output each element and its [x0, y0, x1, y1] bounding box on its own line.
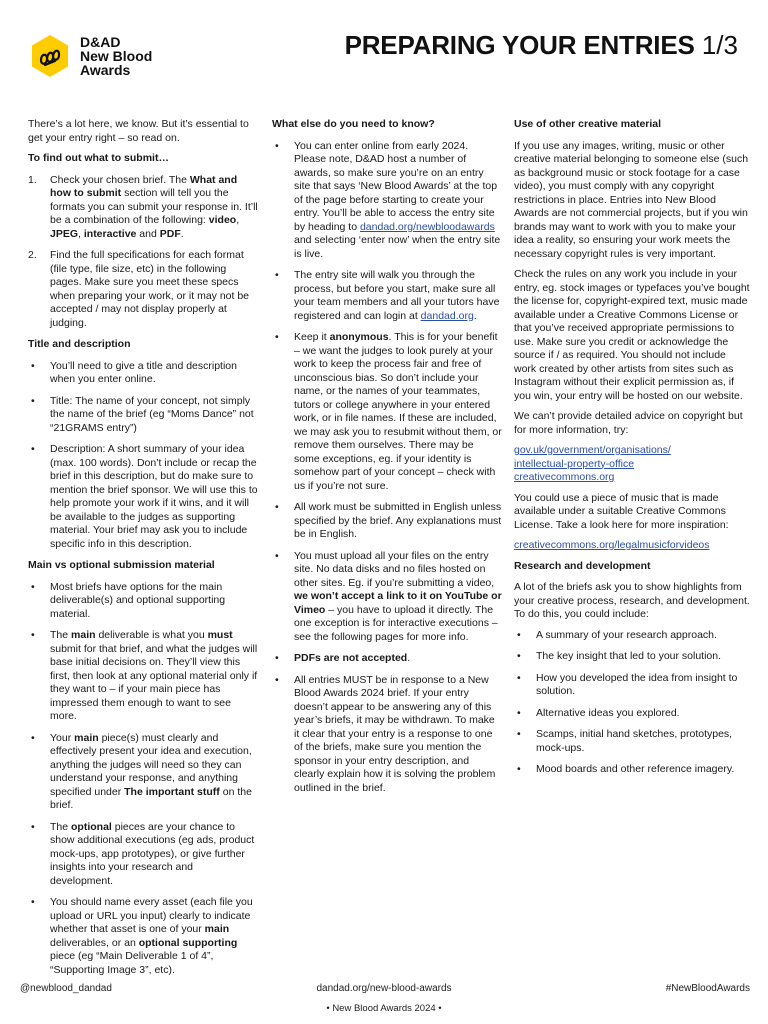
- bold-text: anonymous: [329, 331, 389, 343]
- list-item: [28, 732, 258, 813]
- list-item: [28, 249, 258, 330]
- paragraph: A lot of the briefs ask you to show highlights from your creative process, research, and development. To do this, you could include:: [514, 581, 750, 620]
- list-item: [28, 174, 258, 242]
- paragraph: We can’t provide detailed advice on copyright but for more information, try:: [514, 410, 743, 436]
- text: ,: [78, 227, 84, 240]
- title-description-list: [28, 360, 258, 552]
- list-item: • The key insight that led to your solution.: [514, 650, 750, 664]
- heading-what-else: What else do you need to know?: [272, 118, 435, 130]
- text: ,: [236, 214, 240, 226]
- heading-what-to-submit: To find out what to submit…: [28, 152, 169, 164]
- gov-uk-ipo-link[interactable]: gov.uk/government/organisations/: [514, 444, 671, 456]
- list-item: [272, 269, 502, 323]
- list-item: • Scamps, initial hand sketches, prototypes, mock-ups.: [514, 728, 750, 755]
- text: and: [136, 227, 160, 240]
- brand-line-2: New Blood: [80, 48, 153, 64]
- column-3: [514, 118, 750, 785]
- heading-title-description: Title and description: [28, 338, 131, 350]
- page-title: [345, 30, 738, 60]
- text: You can enter online from early 2024. Please note, D&AD host a number of awards, so make sure you’re on an entry site that says ‘New Blood Awards’ at the top of the page before starting to create your entry. You’ll be able to access the entry site by heading to: [294, 139, 498, 233]
- footer-social-handle: @newblood_dandad: [20, 983, 112, 994]
- text: – you have to upload it directly. The one exception is for interactive executions – see the following pages for more info.: [294, 603, 498, 643]
- legalmusicforvideos-link[interactable]: creativecommons.org/legalmusicforvideos: [514, 539, 710, 551]
- main-optional-list: [28, 581, 258, 978]
- column-2: [272, 118, 502, 803]
- bold-text: optional: [71, 820, 112, 833]
- list-item: • All entries MUST be in response to a New Blood Awards 2024 brief. If your entry doesn’t appear to be answering any of this year’s briefs, it may be withdrawn. To make it clear that your entry is a response to one of the briefs, make sure you mention the sponsor in your entry description, and clearly explain how it is solving the problem outlined in the brief.: [272, 674, 502, 796]
- text: section will tell you the formats you can submit your response in. It’ll be a combination of the following:: [50, 187, 258, 226]
- dandad-pencil-logo-icon: [28, 34, 72, 78]
- text: and selecting ‘enter now’ when the entry site is live.: [294, 234, 501, 260]
- text: Find the full specifications for each format (file type, file size, etc) in the following pages. Make sure you meet these specs when preparing your work, or it may not be accepted / may not display properly at judging.: [50, 249, 250, 329]
- text: deliverable is what you: [95, 629, 208, 641]
- text: piece(s) must clearly and effectively present your idea and execution, anything the judges will need so they can understand your response, and anything specified under: [50, 731, 252, 798]
- list-item: • Mood boards and other reference imagery.: [514, 763, 750, 777]
- bold-text: video: [208, 214, 237, 226]
- list-item: • You’ll need to give a title and description when you enter online.: [28, 360, 258, 387]
- list-number: 1.: [28, 173, 37, 186]
- bold-text: we won’t accept a link to it on YouTube or Vimeo: [294, 590, 502, 616]
- text: . This is for your benefit – we want the judges to look purely at your work to keep the process fair and free of unconscious bias. So don’t include your name, or the names of your teammates, tutors or college anywhere in your entered work, or in file names. If these are included, we may ask you to resubmit without them, or remove them ourselves. There may be some exceptions, eg. if your identity is somehow part of your concept – check with us if you’re not sure.: [294, 331, 502, 492]
- bold-text: main: [74, 731, 99, 744]
- bold-text: main: [71, 629, 96, 641]
- text: pieces are your chance to show additional executions (eg ads, product mock-ups, app prototypes), or give further insights into your research and development.: [50, 820, 255, 887]
- list-item: [272, 652, 502, 666]
- list-item: • A summary of your research approach.: [514, 629, 750, 643]
- text: Check your chosen brief. The: [50, 173, 190, 186]
- list-item: [28, 821, 258, 889]
- footer-hashtag: #NewBloodAwards: [665, 983, 750, 994]
- text: .: [180, 227, 184, 240]
- copyright-links: [514, 444, 750, 485]
- gov-uk-ipo-link-cont[interactable]: intellectual-property-office: [514, 457, 635, 470]
- text: You must upload all your files on the entry site. No data disks and no files hosted on other sites. Eg. if you’re submitting a video,: [294, 549, 495, 589]
- column-1: [28, 118, 258, 985]
- what-else-list: [272, 140, 502, 796]
- text: The entry site will walk you through the process, but before you start, make sure all your team members and all your tutors have registered and can login at: [294, 269, 500, 322]
- dandad-link[interactable]: dandad.org: [420, 309, 474, 322]
- footer-website-link[interactable]: dandad.org/new-blood-awards: [316, 983, 452, 994]
- brand-line-1: D&AD: [80, 34, 121, 50]
- heading-main-vs-optional: Main vs optional submission material: [28, 559, 215, 571]
- list-item: • How you developed the idea from insight to solution.: [514, 672, 750, 699]
- text: The: [50, 820, 72, 833]
- heading-research-development: Research and development: [514, 559, 651, 572]
- newbloodawards-link[interactable]: dandad.org/newbloodawards: [359, 220, 495, 233]
- paragraph: Check the rules on any work you include in your entry, eg. stock images or typefaces you’ve bought the license for, copyright-expired text, music made available under a Creative Commons License or that you’ve received appropriate permissions to use. Make sure you credit or acknowledge the source if / as required. You should not include work created by other artists from sites such as Instagram without their explicit permission as, if you win, your entry will be hosted on our website.: [514, 268, 750, 402]
- submit-steps-list: [28, 174, 258, 331]
- page-title-text: PREPARING YOUR ENTRIES: [344, 30, 695, 60]
- text: The: [50, 629, 72, 641]
- text: deliverables, or an: [50, 936, 139, 949]
- bold-text: must: [207, 629, 233, 641]
- list-item: [28, 629, 258, 724]
- text: submit for that brief, and what the judges will base initial decisions on. They’ll view this first, then look at any optional material only if they want to – if your main piece has impressed them enough to want to see more.: [50, 642, 258, 722]
- text: .: [473, 309, 477, 322]
- paragraph: You could use a piece of music that is made available under a suitable Creative Commons License. Take a look here for more inspiration:: [514, 491, 729, 531]
- bold-text: JPEG: [50, 227, 79, 240]
- list-item: • Description: A short summary of your idea (max. 100 words). Don’t include or recap the brief in this description, but do make sure to mention the brief sponsor. We will use this to help promote your work if it wins, and it will be available to the judges as supporting material. Your brief may ask you to include specific info in this description.: [28, 443, 258, 551]
- text: on the brief.: [50, 785, 252, 811]
- list-item: • Alternative ideas you explored.: [514, 707, 750, 721]
- list-item: • Most briefs have options for the main deliverable(s) and optional supporting material.: [28, 581, 258, 622]
- bold-text: optional supporting: [138, 936, 238, 949]
- list-item: [28, 896, 258, 977]
- text: Keep it: [294, 331, 330, 343]
- list-number: 2.: [28, 249, 37, 261]
- list-item: [272, 140, 502, 262]
- bold-text: interactive: [83, 227, 137, 240]
- list-item: [272, 331, 502, 493]
- bold-text: PDFs are not accepted: [294, 652, 408, 664]
- text: You should name every asset (each file you upload or URL you input) clearly to indicate whether that asset is one of your: [50, 896, 253, 935]
- list-item: • Title: The name of your concept, not simply the name of the brief (eg “Moms Dance” not “21GRAMS entry”): [28, 395, 258, 436]
- research-list: [514, 629, 750, 777]
- text: piece (eg “Main Deliverable 1 of 4”, “Supporting Image 3”, etc).: [50, 950, 214, 976]
- bold-text: What and how to submit: [50, 173, 238, 199]
- creativecommons-link[interactable]: creativecommons.org: [514, 471, 615, 483]
- paragraph: If you use any images, writing, music or other creative material belonging to someone else (such as background music or stock footage for a case video), you must comply with any copyright restrictions in place. Entries into New Blood Awards are not commercial projects, but if you win brands may want to work with you to make your idea a reality, so ensuring your work meets the necessary copyright rules is very important.: [514, 139, 749, 260]
- bold-text: The important stuff: [124, 785, 220, 798]
- brand-logo: [28, 34, 152, 78]
- text: Your: [50, 731, 75, 744]
- brand-wordmark: [80, 35, 152, 77]
- brand-line-3: Awards: [80, 62, 131, 78]
- bold-text: PDF: [159, 227, 181, 240]
- bold-text: main: [204, 923, 230, 935]
- list-item: [272, 550, 502, 645]
- heading-other-creative-material: Use of other creative material: [514, 118, 662, 130]
- page-number: 1/3: [701, 30, 738, 60]
- list-item: • All work must be submitted in English unless specified by the brief. Any explanations must be in English.: [272, 501, 502, 542]
- footer-event-name: • New Blood Awards 2024 •: [326, 1003, 442, 1014]
- intro-text: There’s a lot here, we know. But it’s essential to get your entry right – so read on.: [28, 118, 249, 144]
- text: .: [407, 652, 411, 664]
